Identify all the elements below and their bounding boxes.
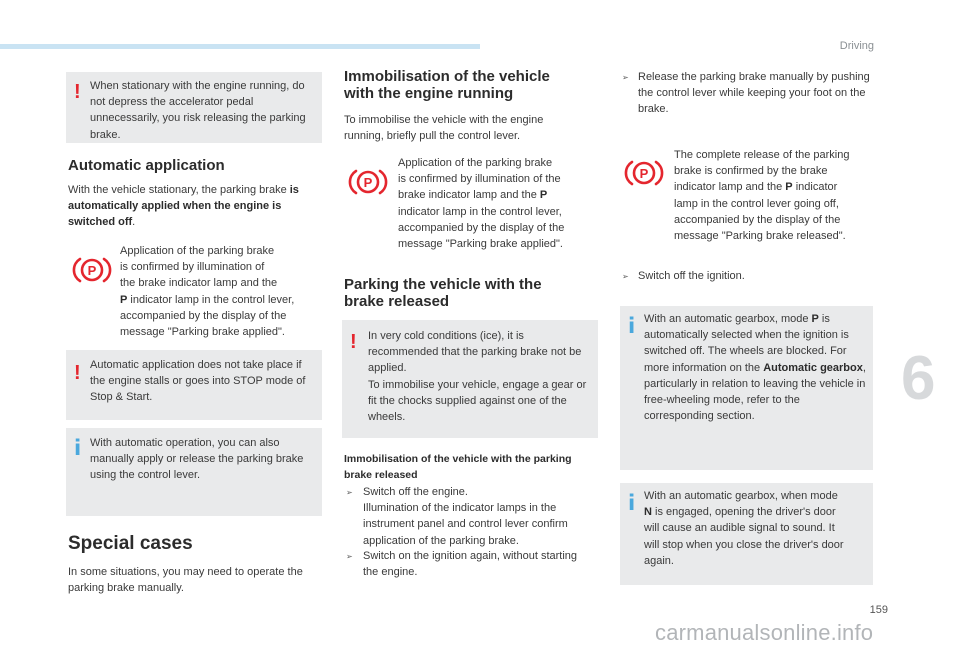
p-letter: P bbox=[120, 293, 128, 306]
icon-text-line: Application of the parking brake bbox=[398, 157, 553, 169]
header-color-bar bbox=[0, 44, 480, 49]
immobilisation-brake-released-subheading: Immobilisation of the vehicle with the parking brake released bbox=[344, 453, 572, 481]
step-text: Switch off the engine. bbox=[363, 486, 468, 498]
icon-text-line: Application of the parking brake bbox=[120, 245, 275, 257]
watermark: carmanualsonline.info bbox=[655, 620, 874, 645]
icon-text-line: The complete release of the parking bbox=[674, 149, 850, 161]
step-switch-off-engine bbox=[363, 484, 595, 549]
p-letter: P bbox=[785, 181, 793, 194]
info-icon: i bbox=[628, 491, 636, 515]
heading-line: Parking the vehicle with the bbox=[344, 276, 542, 293]
icon-text-line bbox=[674, 179, 874, 195]
icon-text-fragment: indicator lamp and the bbox=[674, 181, 786, 194]
info-icon: i bbox=[628, 314, 636, 338]
info-text-fragment: is automatically selected when the ignition is switched off. The wheels are blocked. For more information on the bbox=[644, 313, 849, 374]
info-text-fragment: , particularly in relation to leaving the vehicle in free-wheeling mode, refer to the corresponding section. bbox=[644, 361, 866, 423]
heading-line: Immobilisation of the vehicle bbox=[344, 68, 550, 85]
icon-text-line: is confirmed by illumination of bbox=[120, 261, 265, 274]
warning-cold-conditions-note bbox=[342, 320, 598, 438]
mode-letter: N bbox=[644, 506, 652, 519]
info-text-fragment: is engaged, opening the driver's door will cause an audible signal to sound. It will stop when you close the driver's door again. bbox=[644, 506, 844, 567]
icon-text-line: accompanied by the display of the bbox=[398, 221, 565, 234]
release-confirmation-icon-text bbox=[674, 147, 874, 244]
warning-icon: ! bbox=[74, 362, 81, 384]
bullet-arrow-icon: ➢ bbox=[622, 272, 629, 281]
icon-text-line bbox=[398, 187, 598, 203]
icon-text-line: the brake indicator lamp and the bbox=[120, 277, 278, 290]
info-mode-n-text bbox=[644, 488, 844, 569]
icon-text-fragment: indicator bbox=[792, 181, 838, 194]
icon-text-line: indicator lamp in the control lever, bbox=[398, 205, 562, 218]
immobilisation-icon-text bbox=[398, 155, 598, 252]
info-mode-n-note bbox=[620, 483, 873, 585]
icon-text-line: brake is confirmed by the brake bbox=[674, 165, 828, 178]
icon-text-line: message "Parking brake released". bbox=[674, 230, 846, 243]
step-release-parking-brake: Release the parking brake manually by pushing the control lever while keeping your foot on the brake. bbox=[638, 71, 870, 116]
automatic-application-icon-text bbox=[120, 243, 325, 340]
p-letter: P bbox=[539, 189, 548, 202]
warning-stall-text: Automatic application does not take place if the engine stalls or goes into STOP mode of Stop & Start. bbox=[90, 359, 306, 404]
step-switch-off-ignition: Switch off the ignition. bbox=[638, 270, 745, 282]
info-manual-operation-note bbox=[66, 428, 322, 516]
warning-text-paragraph: To immobilise your vehicle, engage a gear or fit the chocks supplied against one of the wheels. bbox=[368, 378, 587, 424]
special-cases-heading: Special cases bbox=[68, 533, 193, 554]
parking-brake-released-heading bbox=[344, 276, 542, 310]
intro-text: With the vehicle stationary, the parking brake bbox=[68, 184, 290, 196]
warning-cold-conditions-text bbox=[368, 328, 592, 425]
info-mode-p-note bbox=[620, 306, 873, 470]
warning-text-paragraph: In very cold conditions (ice), it is recommended that the parking brake not be applied. bbox=[368, 330, 582, 375]
icon-text-line: message "Parking brake applied". bbox=[398, 238, 563, 251]
mode-letter: P bbox=[811, 313, 819, 325]
special-cases-text: In some situations, you may need to operate the parking brake manually. bbox=[68, 566, 303, 595]
parking-brake-warning-icon bbox=[624, 158, 664, 188]
bullet-arrow-icon: ➢ bbox=[346, 488, 353, 497]
icon-text-fragment: indicator lamp in the control lever, bbox=[127, 293, 295, 306]
icon-text-line: accompanied by the display of the bbox=[120, 309, 287, 322]
warning-icon: ! bbox=[350, 331, 357, 353]
section-title: Driving bbox=[839, 40, 874, 52]
chapter-number: 6 bbox=[901, 344, 936, 413]
info-bold-text: Automatic gearbox bbox=[763, 361, 863, 374]
bullet-arrow-icon: ➢ bbox=[346, 552, 353, 561]
automatic-application-intro bbox=[68, 182, 324, 231]
heading-line: brake released bbox=[344, 293, 450, 310]
icon-text-fragment: brake indicator lamp and the bbox=[398, 189, 540, 202]
warning-stall-note bbox=[66, 350, 322, 420]
parking-brake-warning-icon bbox=[348, 167, 388, 197]
icon-text-line bbox=[120, 292, 325, 308]
icon-text-line: lamp in the control lever going off, bbox=[674, 197, 839, 210]
info-text-fragment: With an automatic gearbox, when mode bbox=[644, 490, 838, 502]
intro-bold-text: is automatically applied when the engine is switched off bbox=[68, 184, 299, 229]
info-icon: i bbox=[74, 436, 82, 460]
info-text-fragment: With an automatic gearbox, mode bbox=[644, 313, 812, 325]
heading-line: with the engine running bbox=[344, 85, 514, 102]
step-detail-text: Illumination of the indicator lamps in the instrument panel and control lever confirm application of the parking brake. bbox=[363, 502, 568, 547]
step-switch-on-ignition: Switch on the ignition again, without starting the engine. bbox=[363, 550, 578, 579]
info-mode-p-text bbox=[644, 311, 868, 424]
warning-engine-running-note bbox=[66, 72, 322, 143]
info-manual-operation-text: With automatic operation, you can also manually apply or release the parking brake using the control lever. bbox=[90, 437, 304, 482]
immobilisation-engine-running-heading bbox=[344, 68, 550, 102]
icon-text-line: message "Parking brake applied". bbox=[120, 326, 285, 339]
immobilisation-engine-running-text: To immobilise the vehicle with the engine running, briefly pull the control lever. bbox=[344, 114, 544, 143]
warning-icon: ! bbox=[74, 81, 81, 103]
parking-brake-warning-icon bbox=[72, 255, 112, 285]
page-number: 159 bbox=[869, 604, 888, 616]
icon-text-line: is confirmed by illumination of the bbox=[398, 173, 561, 186]
automatic-application-heading: Automatic application bbox=[68, 157, 225, 174]
icon-text-line: accompanied by the display of the bbox=[674, 213, 841, 226]
bullet-arrow-icon: ➢ bbox=[622, 73, 629, 82]
warning-engine-running-text: When stationary with the engine running, do not depress the accelerator pedal unnecessarily, you risk releasing the parking brake. bbox=[90, 80, 306, 141]
intro-text-end: . bbox=[132, 216, 136, 229]
